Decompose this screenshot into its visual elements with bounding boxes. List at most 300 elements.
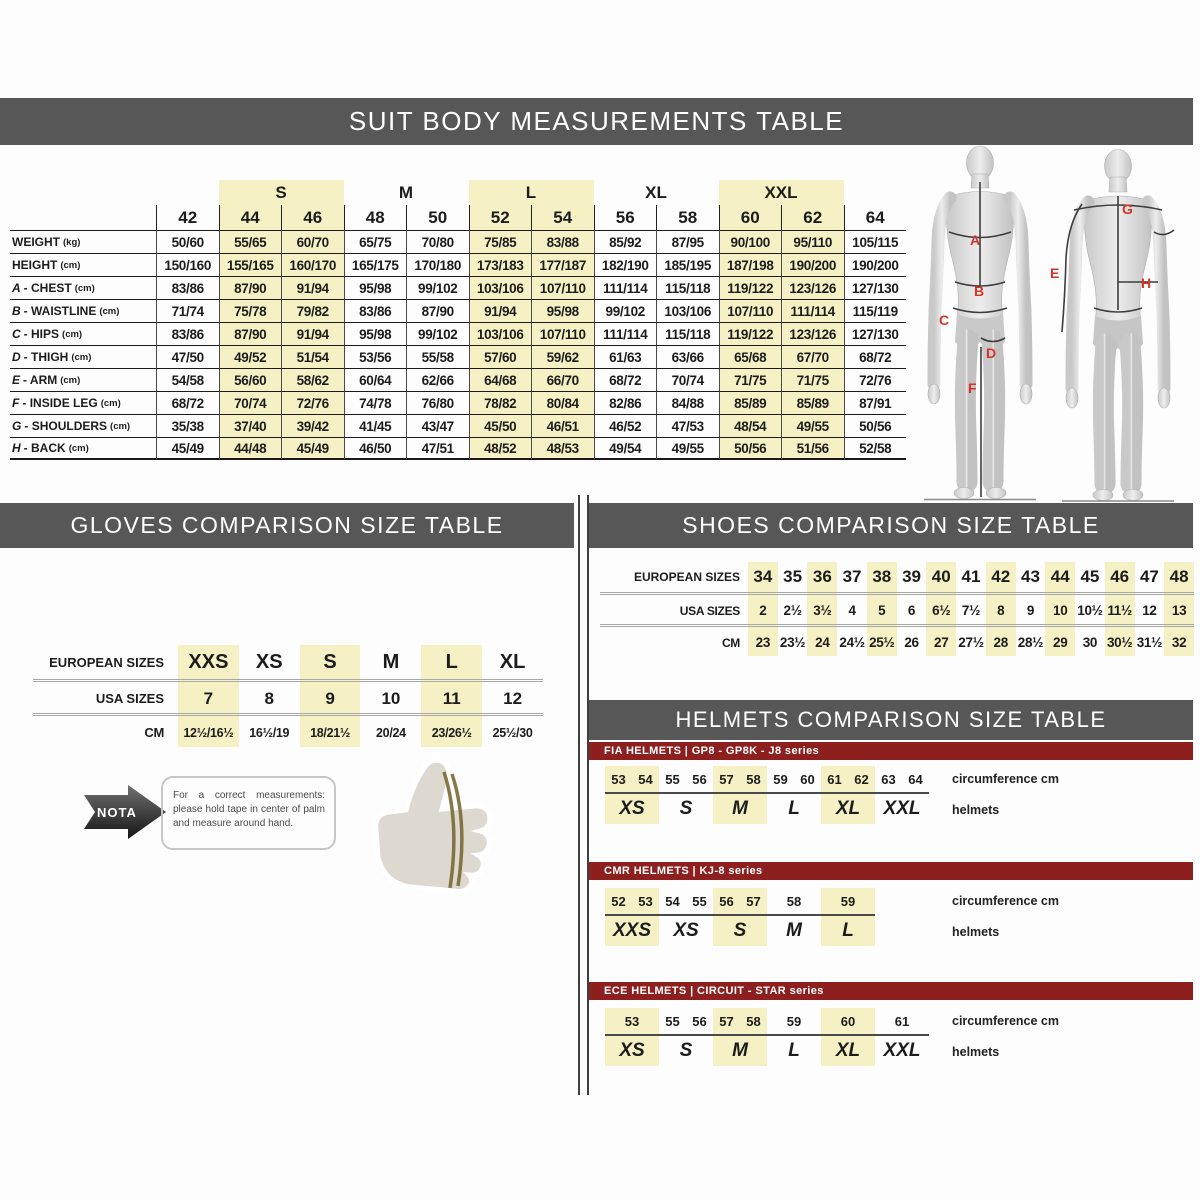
suit-row-label: B - WAISTLINE (cm) [10, 299, 156, 322]
suit-measurements-table [10, 180, 906, 460]
suit-value-cell: 83/86 [156, 276, 219, 299]
suit-value-cell: 48/53 [531, 437, 594, 460]
suit-value-cell: 173/183 [469, 253, 532, 276]
helmet-size-label: XXS [612, 920, 652, 941]
suit-value-cell: 91/94 [469, 299, 532, 322]
suit-value-cell: 70/74 [219, 391, 282, 414]
helmet-circumference-values [659, 888, 713, 914]
helmets-section-title: HELMETS COMPARISON SIZE TABLE [675, 707, 1107, 732]
shoes-table-value-cell: 11½ [1105, 597, 1135, 624]
gloves-table-row-label: USA SIZES [95, 691, 164, 706]
helmets-column-label: helmets [952, 925, 1000, 939]
circumference-value: 56 [692, 771, 707, 787]
helmet-size-group [713, 766, 767, 824]
suit-value-cell: 150/160 [156, 253, 219, 276]
helmet-size-group [605, 1008, 659, 1066]
helmet-size-label: L [788, 1040, 800, 1061]
helmet-series-bar: CMR HELMETS | KJ-8 series [589, 862, 1193, 880]
suit-value-cell: 170/180 [406, 253, 469, 276]
suit-value-cell: 155/165 [219, 253, 282, 276]
gloves-table-value-cell: 10 [381, 688, 401, 708]
gloves-table-value-cell: XS [255, 650, 283, 673]
shoes-section-title: SHOES COMPARISON SIZE TABLE [682, 512, 1100, 538]
suit-value-cell: 55/58 [406, 345, 469, 368]
shoes-table-value-cell: 6½ [926, 597, 956, 624]
suit-value-cell: 87/95 [656, 230, 719, 253]
suit-value-cell: 76/80 [406, 391, 469, 414]
shoes-table-row-label: USA SIZES [679, 603, 740, 618]
circumference-value: 56 [692, 1013, 707, 1029]
helmet-size-label: XS [619, 798, 645, 819]
shoes-table-value-cell: 7½ [961, 603, 981, 618]
suit-value-cell: 49/55 [656, 437, 719, 460]
helmet-size-label: XXL [883, 1040, 921, 1061]
suit-size-header: 62 [781, 205, 844, 230]
row-unit: (cm) [62, 328, 83, 340]
suit-value-cell: 91/94 [281, 276, 344, 299]
suit-value-cell: 75/78 [219, 299, 282, 322]
suit-value-cell: 105/115 [844, 230, 907, 253]
circumference-value: 59 [786, 1013, 802, 1029]
suit-value-cell: 80/84 [531, 391, 594, 414]
helmet-size-groups [605, 888, 875, 946]
circumference-value: 53 [611, 771, 626, 787]
helmet-size-label: L [842, 920, 854, 941]
suit-value-cell: 103/106 [469, 322, 532, 345]
gloves-measurement-note: For a correct measurements: please hold tape in center of palm and measure around hand. [161, 776, 336, 850]
shoes-table [600, 562, 1194, 656]
gloves-section-title: GLOVES COMPARISON SIZE TABLE [70, 512, 504, 538]
suit-value-cell: 51/56 [781, 437, 844, 460]
circumference-value: 61 [827, 771, 842, 787]
suit-value-cell: 160/170 [281, 253, 344, 276]
helmet-size-group [767, 888, 821, 946]
suit-value-cell: 177/187 [531, 253, 594, 276]
suit-value-cell: 47/51 [406, 437, 469, 460]
suit-size-header: 42 [156, 205, 219, 230]
suit-value-cell: 49/52 [219, 345, 282, 368]
suit-value-cell: 123/126 [781, 322, 844, 345]
helmet-size-group [713, 1008, 767, 1066]
suit-value-cell: 83/86 [344, 299, 407, 322]
suit-value-cell: 165/175 [344, 253, 407, 276]
circumference-value: 58 [786, 893, 802, 909]
row-unit: (cm) [99, 305, 120, 317]
circumference-value: 62 [854, 771, 869, 787]
circumference-value: 57 [719, 771, 734, 787]
letter-hips: C [939, 312, 950, 328]
gloves-table-value-cell: L [421, 645, 482, 679]
shoes-section-header [589, 503, 1193, 548]
suit-value-cell: 79/82 [281, 299, 344, 322]
suit-value-cell: 54/58 [156, 368, 219, 391]
letter-thigh: D [986, 345, 997, 361]
helmet-circumference-values [821, 766, 875, 792]
helmet-circumference-values [605, 766, 659, 792]
suit-value-cell: 41/45 [344, 414, 407, 437]
helmet-circumference-values [713, 766, 767, 792]
shoes-table-value-cell: 44 [1045, 562, 1075, 592]
row-letter: A [12, 281, 21, 295]
suit-value-cell: 103/106 [656, 299, 719, 322]
helmet-circumference-values [659, 766, 713, 792]
circumference-value: 59 [773, 771, 788, 787]
circumference-value: 55 [665, 771, 680, 787]
shoes-table-value-cell: 6 [907, 603, 916, 618]
suit-value-cell: 70/80 [406, 230, 469, 253]
suit-value-cell: 43/47 [406, 414, 469, 437]
helmet-size-label: XL [835, 1040, 861, 1061]
suit-value-cell: 99/102 [594, 299, 657, 322]
helmet-size-group [821, 766, 875, 824]
helmet-size-group [605, 766, 659, 824]
suit-value-cell: 127/130 [844, 322, 907, 345]
suit-size-header: 54 [531, 205, 594, 230]
suit-value-cell: 63/66 [656, 345, 719, 368]
shoes-table-value-cell: 23½ [779, 635, 806, 650]
suit-value-cell: 67/70 [781, 345, 844, 368]
shoes-table-value-cell: 27½ [958, 635, 984, 650]
suit-value-cell: 103/106 [469, 276, 532, 299]
suit-value-cell: 107/110 [531, 276, 594, 299]
gloves-table-value-cell: 12 [503, 688, 523, 708]
suit-value-cell: 70/74 [656, 368, 719, 391]
gloves-table-value-cell: 20/24 [376, 725, 406, 740]
shoes-table-value-cell: 24½ [839, 635, 865, 650]
shoes-table-value-cell: 25½ [867, 629, 897, 656]
suit-value-cell: 50/60 [156, 230, 219, 253]
shoes-table-value-cell: 9 [1026, 603, 1035, 618]
shoes-table-value-cell: 30½ [1105, 629, 1135, 656]
suit-size-header: 58 [656, 205, 719, 230]
shoes-table-value-cell: 41 [961, 567, 981, 586]
suit-row-label: D - THIGH (cm) [10, 345, 156, 368]
helmet-series-bar: FIA HELMETS | GP8 - GP8K - J8 series [589, 742, 1193, 760]
suit-value-cell: 60/64 [344, 368, 407, 391]
helmet-size-group [659, 888, 713, 946]
row-letter: E [12, 373, 21, 387]
shoes-table-value-cell: 10 [1045, 597, 1075, 624]
row-letter: G [12, 419, 22, 433]
suit-value-cell: 55/65 [219, 230, 282, 253]
suit-row-label: A - CHEST (cm) [10, 276, 156, 299]
helmet-circumference-values [605, 888, 659, 914]
suit-size-header: 50 [406, 205, 469, 230]
suit-value-cell: 48/54 [719, 414, 782, 437]
suit-value-cell: 46/50 [344, 437, 407, 460]
shoes-table-value-cell: 34 [748, 562, 778, 592]
suit-value-cell: 119/122 [719, 322, 782, 345]
circumference-value: 53 [624, 1013, 640, 1029]
shoes-table-value-cell: 40 [926, 562, 956, 592]
suit-group-spacer [10, 180, 156, 205]
circumference-value: 58 [746, 771, 761, 787]
circumference-value: 63 [881, 771, 896, 787]
shoes-table-value-cell: 29 [1045, 629, 1075, 656]
letter-shoulders: G [1122, 201, 1133, 217]
helmet-size-label: L [788, 798, 800, 819]
suit-size-group: M [398, 182, 414, 202]
suit-value-cell: 53/56 [344, 345, 407, 368]
suit-size-header: 64 [844, 205, 907, 230]
section-divider-line [578, 495, 580, 1095]
row-unit: (cm) [60, 374, 81, 386]
row-unit: (cm) [71, 351, 92, 363]
suit-size-group: XL [645, 182, 667, 202]
suit-size-header: 52 [469, 205, 532, 230]
circumference-value: 57 [719, 1013, 734, 1029]
suit-size-header: 48 [344, 205, 407, 230]
suit-value-cell: 95/98 [344, 276, 407, 299]
suit-value-cell: 99/102 [406, 322, 469, 345]
helmet-circumference-values [767, 766, 821, 792]
suit-value-cell: 50/56 [719, 437, 782, 460]
suit-size-header: 60 [719, 205, 782, 230]
shoes-table-value-cell: 2 [748, 597, 778, 624]
letter-back: H [1141, 275, 1152, 291]
suit-value-cell: 119/122 [719, 276, 782, 299]
suit-value-cell: 111/114 [594, 276, 657, 299]
gloves-table-value-cell: 25½/30 [492, 725, 533, 740]
suit-size-group [844, 180, 907, 205]
circumference-value: 57 [746, 893, 761, 909]
suit-value-cell: 123/126 [781, 276, 844, 299]
helmet-size-groups [605, 1008, 929, 1066]
gloves-table-row-label: CM [144, 725, 164, 740]
helmet-circumference-values [713, 888, 767, 914]
gloves-section-header [0, 503, 574, 548]
shoes-table-value-cell: 13 [1164, 597, 1194, 624]
suit-value-cell: 85/92 [594, 230, 657, 253]
suit-value-cell: 45/49 [281, 437, 344, 460]
helmet-circumference-values [659, 1008, 713, 1034]
helmet-size-group [821, 888, 875, 946]
letter-arm: E [1050, 265, 1060, 281]
helmets-column-label: helmets [952, 803, 1000, 817]
suit-section-title: SUIT BODY MEASUREMENTS TABLE [348, 106, 845, 136]
helmet-circumference-values [875, 766, 929, 792]
gloves-table-value-cell: 18/21½ [300, 718, 361, 747]
letter-waistline: B [974, 283, 985, 299]
shoes-table-value-cell: 31½ [1136, 635, 1163, 650]
circumference-value: 54 [665, 893, 680, 909]
shoes-table-value-cell: 8 [986, 597, 1016, 624]
gloves-table-row-label: EUROPEAN SIZES [49, 654, 164, 670]
helmet-size-label: XL [835, 798, 861, 819]
helmet-size-group [875, 1008, 929, 1066]
helmet-size-label: S [679, 798, 693, 819]
suit-row-label: E - ARM (cm) [10, 368, 156, 391]
suit-value-cell: 83/88 [531, 230, 594, 253]
suit-value-cell: 182/190 [594, 253, 657, 276]
suit-value-cell: 74/78 [344, 391, 407, 414]
row-unit: (cm) [74, 282, 95, 294]
suit-value-cell: 39/42 [281, 414, 344, 437]
shoes-table-value-cell: 32 [1164, 629, 1194, 656]
shoes-table-value-cell: 36 [807, 562, 837, 592]
circumference-value: 56 [719, 893, 734, 909]
row-unit: (cm) [68, 442, 89, 454]
row-unit: (cm) [110, 420, 131, 432]
suit-value-cell: 45/50 [469, 414, 532, 437]
gloves-table-value-cell: XL [499, 650, 526, 673]
helmet-size-label: M [786, 920, 802, 941]
helmet-size-label: M [732, 798, 748, 819]
suit-value-cell: 72/76 [281, 391, 344, 414]
gloves-table-value-cell: 9 [300, 684, 361, 713]
suit-value-cell: 127/130 [844, 276, 907, 299]
suit-value-cell: 57/60 [469, 345, 532, 368]
circumference-value: 61 [894, 1013, 910, 1029]
helmet-size-group [659, 1008, 713, 1066]
helmet-circumference-values [767, 1008, 821, 1034]
suit-value-cell: 52/58 [844, 437, 907, 460]
suit-value-cell: 84/88 [656, 391, 719, 414]
gloves-table-value-cell: 16½/19 [249, 725, 290, 740]
shoes-table-value-cell: 46 [1105, 562, 1135, 592]
circumference-value: 53 [638, 893, 653, 909]
shoes-table-value-cell: 12 [1142, 603, 1157, 618]
circumference-column-label: circumference cm [952, 894, 1060, 908]
helmet-size-groups [605, 766, 929, 824]
gloves-table-value-cell: M [382, 650, 400, 673]
row-unit: (kg) [63, 236, 81, 248]
shoes-table-value-cell: 43 [1021, 567, 1040, 586]
suit-value-cell: 90/100 [719, 230, 782, 253]
suit-value-cell: 115/118 [656, 322, 719, 345]
shoes-table-value-cell: 23 [748, 629, 778, 656]
helmet-size-label: XS [619, 1040, 645, 1061]
suit-value-cell: 115/119 [844, 299, 907, 322]
suit-value-cell: 46/52 [594, 414, 657, 437]
helmet-size-group [713, 888, 767, 946]
suit-value-cell: 78/82 [469, 391, 532, 414]
circumference-value: 58 [746, 1013, 761, 1029]
row-letter: H [12, 441, 21, 455]
helmet-circumference-values [767, 888, 821, 914]
helmet-size-group [875, 766, 929, 824]
shoes-table-row-label: EUROPEAN SIZES [633, 570, 740, 584]
row-unit: (cm) [60, 259, 81, 271]
mannequin-front-figure [906, 142, 1054, 502]
circumference-value: 54 [638, 771, 653, 787]
letter-chest: A [970, 232, 981, 248]
suit-size-header: 44 [219, 205, 282, 230]
suit-value-cell: 61/63 [594, 345, 657, 368]
suit-value-cell: 87/90 [219, 276, 282, 299]
suit-section-header [0, 98, 1193, 145]
suit-value-cell: 62/66 [406, 368, 469, 391]
shoes-table-value-cell: 30 [1082, 635, 1098, 650]
suit-value-cell: 111/114 [594, 322, 657, 345]
circumference-value: 52 [611, 893, 626, 909]
suit-size-spacer [10, 205, 156, 230]
suit-value-cell: 59/62 [531, 345, 594, 368]
shoes-table-value-cell: 5 [867, 597, 897, 624]
suit-value-cell: 64/68 [469, 368, 532, 391]
suit-value-cell: 50/56 [844, 414, 907, 437]
suit-value-cell: 190/200 [781, 253, 844, 276]
suit-size-group: L [469, 180, 594, 205]
shoes-table-value-cell: 27 [926, 629, 956, 656]
helmet-size-label: XS [673, 920, 699, 941]
circumference-value: 55 [692, 893, 707, 909]
suit-value-cell: 51/54 [281, 345, 344, 368]
gloves-table-value-cell: 12½/16½ [178, 718, 239, 747]
circumference-column-label: circumference cm [952, 772, 1060, 786]
letter-inside-leg: F [968, 380, 977, 396]
suit-value-cell: 45/49 [156, 437, 219, 460]
helmets-section-header [589, 700, 1193, 740]
gloves-table-value-cell: 7 [178, 684, 239, 713]
shoes-table-value-cell: 39 [902, 567, 921, 586]
gloves-table-value-cell: XXS [178, 645, 239, 679]
row-unit: (cm) [100, 397, 121, 409]
shoes-table-row-label: CM [721, 635, 740, 650]
suit-value-cell: 83/86 [156, 322, 219, 345]
circumference-column-label: circumference cm [952, 1014, 1060, 1028]
helmet-circumference-values [713, 1008, 767, 1034]
suit-value-cell: 99/102 [406, 276, 469, 299]
suit-value-cell: 37/40 [219, 414, 282, 437]
circumference-value: 60 [800, 771, 815, 787]
circumference-value: 64 [908, 771, 923, 787]
shoes-table-value-cell: 3½ [807, 597, 837, 624]
helmets-column-label: helmets [952, 1045, 1000, 1059]
suit-value-cell: 85/89 [719, 391, 782, 414]
suit-value-cell: 75/85 [469, 230, 532, 253]
helmet-size-label: M [732, 1040, 748, 1061]
suit-value-cell: 60/70 [281, 230, 344, 253]
thumbs-up-tape-graphic [352, 752, 517, 912]
shoes-table-value-cell: 2½ [783, 603, 802, 618]
suit-value-cell: 190/200 [844, 253, 907, 276]
helmet-circumference-values [821, 888, 875, 914]
helmet-circumference-values [605, 1008, 659, 1034]
shoes-table-value-cell: 48 [1164, 562, 1194, 592]
shoes-table-value-cell: 4 [848, 603, 856, 618]
suit-value-cell: 87/90 [219, 322, 282, 345]
suit-value-cell: 72/76 [844, 368, 907, 391]
suit-row-label: WEIGHT (kg) [10, 230, 156, 253]
gloves-table [33, 645, 543, 747]
suit-value-cell: 44/48 [219, 437, 282, 460]
helmet-size-label: S [679, 1040, 693, 1061]
suit-size-header: 56 [594, 205, 657, 230]
suit-size-group [156, 180, 219, 205]
shoes-table-value-cell: 28½ [1017, 635, 1044, 650]
nota-label: NOTA [97, 805, 137, 820]
suit-value-cell: 111/114 [781, 299, 844, 322]
suit-value-cell: 35/38 [156, 414, 219, 437]
suit-size-group: S [219, 180, 344, 205]
suit-value-cell: 95/110 [781, 230, 844, 253]
helmet-size-label: S [733, 920, 747, 941]
shoes-table-value-cell: 38 [867, 562, 897, 592]
shoes-table-value-cell: 47 [1139, 567, 1159, 586]
shoes-table-value-cell: 10½ [1077, 603, 1103, 618]
suit-value-cell: 47/50 [156, 345, 219, 368]
suit-size-header: 46 [281, 205, 344, 230]
suit-size-group: XXL [719, 180, 844, 205]
suit-value-cell: 68/72 [156, 391, 219, 414]
suit-value-cell: 82/86 [594, 391, 657, 414]
helmet-size-label: XXL [883, 798, 921, 819]
helmet-size-group [605, 888, 659, 946]
shoes-table-value-cell: 35 [783, 567, 803, 586]
suit-value-cell: 185/195 [656, 253, 719, 276]
shoes-table-value-cell: 42 [986, 562, 1016, 592]
